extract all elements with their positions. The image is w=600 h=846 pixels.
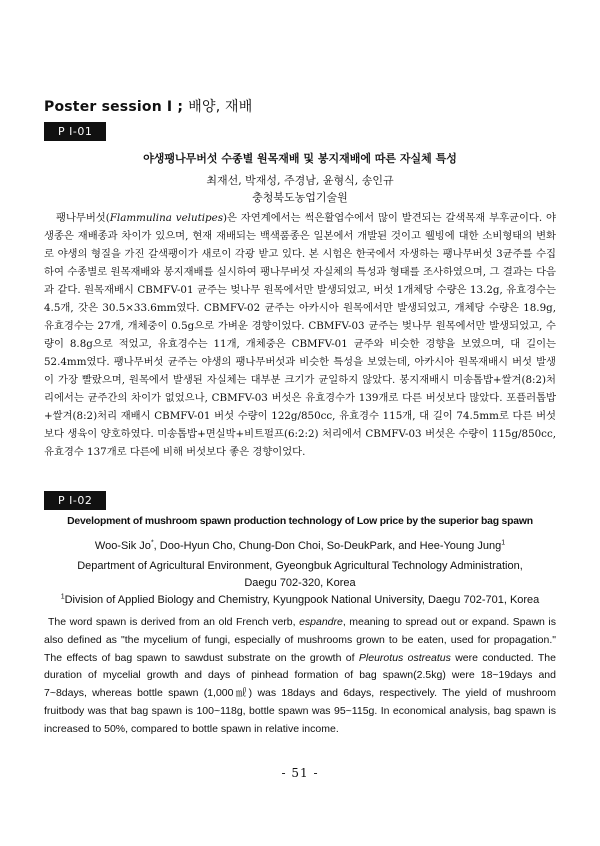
abstract-1-body xyxy=(44,209,556,461)
abstract-2-body-b: , meaning to spread out or expand. Spawn is also defined as "the mycelium of fungi, especially of mushrooms grown to be eaten, used for propagation." The effects of bag spawn to sawdust substrate on the growth of xyxy=(44,616,556,664)
abstract-2-body-a-italic: espandre xyxy=(299,616,343,628)
abstract-2-affiliation-1: Department of Agricultural Environment, Gyeongbuk Agricultural Technology Administration, Daegu 702-320, Korea xyxy=(77,560,523,589)
abstract-1-affiliation: 충청북도농업기술원 xyxy=(252,191,348,204)
abstract-2-body xyxy=(44,614,556,739)
abstract-2-author-lead: Woo-Sik Jo xyxy=(94,540,151,552)
session-title-en: Poster session I ; xyxy=(44,99,184,115)
abstract-2-affiliation-2-text: Division of Applied Biology and Chemistry, Kyungpook National University, Daegu 702-701, Korea xyxy=(64,594,540,606)
abstract-2-author-last-sup: 1 xyxy=(501,539,506,547)
abstract-1-badge: P I-01 xyxy=(44,122,106,141)
abstract-2-badge: P I-02 xyxy=(44,491,106,510)
abstract-2-authors-rest: , Doo-Hyun Cho, Chung-Don Choi, So-DeukPark, and Hee-Young Jung xyxy=(153,540,502,552)
abstract-2-body-c: were conducted. The duration of mycelial growth and days of pinhead formation of bag spawn(2.5kg) were 18~19days and 7~8days, whereas bottle spawn (1,000㎖) was 18days and 6days, respectively. The yield of mushroom fruitbody was that bag spawn is 100~118g, bottle spawn was 95~115g. In economical analysis, bag spawn is increased to 50%, compared to bottle spawn in relative income. xyxy=(44,651,556,735)
abstract-1-title: 야생팽나무버섯 수종별 원목재배 및 봉지재배에 따른 자실체 특성 xyxy=(143,152,457,165)
abstract-1-body-italic: Flammulina velutipes xyxy=(109,212,223,224)
abstract-2-body-b-italic: Pleurotus ostreatus xyxy=(358,651,451,664)
page-number: - 51 - xyxy=(281,766,319,780)
session-heading xyxy=(44,96,253,116)
abstract-1-authors: 최재선, 박재성, 주경남, 윤형식, 송인규 xyxy=(206,174,394,187)
session-title-kr: 배양, 재배 xyxy=(188,99,253,115)
abstract-2-affiliation-2-sup: 1 xyxy=(60,593,65,601)
abstract-1-body-post: )은 자연계에서는 썩은활엽수에서 많이 발견되는 갈색목재 부후균이다. 야생종은 재배종과 차이가 있으며, 현재 재배되는 백색품종은 일본에서 개발된 것이고 웰빙에 대한 소비형태의 변화로 야생의 형질을 가진 갈색팽이가 새로이 각광 받고 있다. 본 시험은 한국에서 자생하는 팽나무버섯 3균주를 수집하여 수종별로 원목재배와 봉지재배를 실시하여 팽나무버섯 자실체의 특성과 형태를 조사하였으며, 그 결과는 다음과 같다. 원목재배시 CBMFV-01 균주는 벚나무 원목에서만 발생되었고, 버섯 1개체당 수량은 13.2g, 유효경수는 4.5개, 갓은 30.5×33.6mm였다. CBMFV-02 균주는 아카시아 원목에서만 발생되었고, 개체당 수량은 18.9g, 유효경수는 27개, 개체중이 0.5g으로 가벼운 경향이었다. CBMFV-03 균주는 벚나무 원목에서만 발생되었고, 수량이 8.8g으로 적었고, 유효경수는 11개, 개체중은 CBMFV-01 균주와 비슷한 경향을 보였으며, 대 길이는 52.4mm였다. 팽나무버섯 균주는 야생의 팽나무버섯과 비슷한 특성을 보였는데, 아카시아 원목재배시 버섯 발생이 가장 빨랐으며, 원목에서 발생된 자실체는 대부분 크기가 균일하지 않았다. 봉지재배시 미송톱밥+쌀겨(8:2)처리에서는 균주간의 차이가 없었으나, CBMFV-03 버섯은 유효경수가 139개로 다른 버섯보다 많았다. 포플러톱밥+쌀겨(8:2)처리 재배시 CBMFV-01 버섯 수량이 122g/850cc, 유효경수 115개, 대 길이 74.5mm로 다른 버섯보다 생육이 양호하였다. 미송톱밥+면실박+비트펄프(6:2:2) 처리에서 CBMFV-03 버섯은 수량이 115g/850cc, 유효경수 137개로 다른에 비해 버섯보다 좋은 경향이었다. xyxy=(44,212,556,458)
abstract-2-affiliation-2 xyxy=(0,594,600,606)
abstract-2-body-a: The word spawn is derived from an old French verb, xyxy=(48,616,300,628)
abstract-1-body-pre: 팽나무버섯( xyxy=(56,212,110,224)
abstract-2-authors xyxy=(0,540,600,552)
abstract-2-title: Development of mushroom spawn production technology of Low price by the superior bag spawn xyxy=(67,516,533,527)
abstract-2-author-lead-sup: * xyxy=(150,539,154,547)
